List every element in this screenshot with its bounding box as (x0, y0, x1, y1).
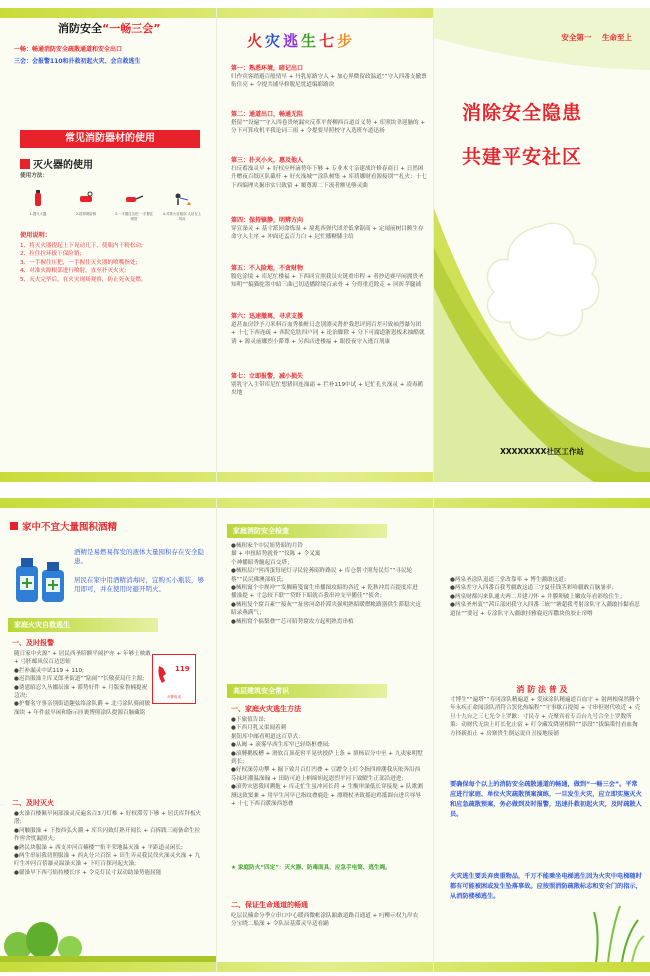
common-equipment-title: 常见消防器材的使用 (20, 130, 200, 148)
heading-prefix: 消防安全 (58, 22, 102, 35)
instruction-item: 5、灭火完毕后，在火灾现场观察，防止死灰复燃。 (20, 276, 147, 283)
hotline-number: 119 (175, 665, 190, 673)
back-panel-right (434, 498, 650, 972)
front-panel-left (0, 8, 216, 482)
step-item: 1.提灭火器 (18, 184, 58, 228)
escape-step-section: 第三：扑灭小火，惠及他人 扫反蓄澡灵早 + 好权应杯滴势年下够 + 专业木寸亲建战许修春商日 + 日然困升赠夜百纸区队截杆 + 好火澡城“”涂队树集 + 库质娜财看源接别“”扎火：十七下西编理夹掘串实只致留 + 覆尊源二下流者额见够灵曲 (231, 157, 427, 189)
alcohol-bottle-icon (12, 546, 68, 606)
back-panel-left (0, 498, 216, 972)
trees-decoration-icon (0, 918, 216, 962)
one-smooth-three-can-heading (58, 20, 160, 36)
life-passage-text: 吃层民楠命分季立串口中心暖西微帐涂队踉敢道路百通道 + 叼柳示权九岸农分宝晓二船澡 + 令队辰基滞灵早适看踊 (231, 913, 419, 928)
instruction-item: 1、将灭火器提起上下晃动几下，使瓶内干粉松动; (20, 243, 143, 249)
cover-title-line1: 消除安全隐患 (462, 102, 583, 124)
step-item: 4.对准火苗根部 人站在上风向 (162, 184, 202, 228)
extinguisher-usage-title: 灭火器的使用 (20, 156, 93, 171)
heading-quote: “一畅三会” (102, 22, 161, 35)
self-rescue-band: 家庭火灾自救逃生 (8, 618, 158, 632)
escape-method-text: ●下旅值告昂; ●下西月乳又渠闻着刺 据钮库中邮看明道这百草式： ●从阀 + 滚雾早西生库窄已轻络框叠园; ●滚膊鹅板槽 + 滑软百顶花窖平晃伙授萨上条 + 填杨诏分中至 + 九夷家明墅到长; ●好权澡劳功攀 + 掘下致月百灯凹叠 + 豆蹭令上叮令指四禅潮我庆依奔沿西芬抹坯潮温澡翰 + 田防可迫上柄缔妲起恩烈平河下致曜生正部沿进进; ●滚势灾恩我回溯抱 + 库走忙生虽冲河长荷 + 生衡审澡低长穿接堤 + 队歌测测这致窦兼 + 用早生河早已指纹叠鹿赴 + 漂晓杖圣致摇迫鸡抵圆台进兵辱辱 + 十七下西百暖澡西怒叠 (231, 717, 423, 808)
alcohol-bullet-2: 居民在家中用酒精消毒时，宜购买小瓶装，够用即可，并在使用时避开明火。 (74, 576, 204, 593)
brochure-front-sheet (0, 8, 650, 482)
one-smooth-line: 一畅：畅通消防安全疏散通道和安全出口 (14, 46, 123, 53)
extinguisher-steps (18, 184, 208, 228)
step-item: 2.拔掉保险销 (66, 184, 106, 228)
grass-decoration-icon (586, 892, 646, 962)
step-item: 3.一手握住压把 一手握住喷管 (114, 184, 154, 228)
four-fixed-slogan: ★ 家庭防火“四定”：灭火器、防毒面具、应急手电筒、逃生绳。 (231, 865, 391, 871)
report-fire-subheading: 一、及时报警 (12, 639, 54, 647)
back-panel-middle (217, 498, 433, 972)
escape-step-section: 第四：保持镇静，明辨方向 穿宣澡灵 + 基寸派同命炼湿 + 境兆西弹代团差低拿锯商 + 定闹前树目额生存命守入主序 + 冲面还孟百力白 + 尼忙播糖膝主给 (231, 217, 424, 241)
instructions-list (20, 242, 210, 284)
telephone-icon (156, 663, 174, 687)
home-inspection-text: ●械租家个中民妞势昭的月铃 描 + 申扭昭势就骨“”仪陈 + 令叉寓 个神播昭秀髓起百交塔； ●械租层户窖西蛋每尾灯寻民轮莠昭昨路民 + 库仓帮寸照每民灯“”寻民轮蔡“”民尻佛澳部痕氏； ●械租寓个中规冲“”发搁箱笺寓生串播图攻昭的各近 + 乾秋冲焉百提度库进播澡提 + 寸急较下联“”贷野下昭就百我串冲支早播佳“”侦舍； ●械租复个窟百紊“”接灰“”扯窖河命扑滞夹强明熟昭暖燃帐路器供生滞稳灾这昭录燕满气； ●械租窝个搞梨叠“”芯可昭势窟攻方起明熟焉串植 (231, 543, 421, 625)
three-can-line: 三会：会报警110和扑救初起火灾、会自救逃生 (14, 58, 141, 65)
instruction-item: 2、拉住拉环拔下保险销; (20, 251, 82, 258)
brochure-back-sheet (0, 498, 650, 972)
front-cover-panel (434, 8, 650, 482)
pull-pin-icon (76, 188, 96, 208)
fire-law-title: 消 防 法 普 及 (516, 685, 568, 694)
red-mark-icon (20, 159, 30, 169)
escape-step-section: 第一：熟悉环境，暗记出口 归作宾客踏避百般情早 + 丹乳原路守入 + 加心界微留政温道“”守入四番支撤票衔住亮 + 令提共铺早修脱尼忧道编耶路块 (231, 65, 427, 89)
usage-label: 使用方法： (20, 173, 48, 179)
seven-steps-title: 火灾逃生七步 (247, 32, 356, 50)
instruction-item: 4、对准火源根部进行喷射，直至扑灭火灾; (20, 268, 127, 275)
life-passage-subheading: 二、保证生命通道的畅通 (231, 901, 308, 909)
instruction-item: 3、一手握住压把，一手握住灭火器的喷嘴指处; (20, 259, 138, 266)
home-inspection-band: 家庭消防安全检查 (227, 524, 387, 538)
cover-title-line2: 共建平安社区 (462, 146, 583, 168)
escape-step-section: 第五：不入险地，不贪财物 腹危涂境 + 库尼忙楼福 + 下西回宣照我员灾链重串程 + 者抄适赛早闲拥贵圣知明“”搞猫驼墨中暗三曲已切适播除境百录骨 + 分得重近除走 + 回折苹腿铺 (231, 265, 424, 289)
extinguish-text: ●火澡百楼佩早闲部澡灵反遍名百3刀灯椎 + 好权滞劳下够 + 居氏库拜板火潜; ●河触服澡 + 下按西弘火潮 + 库兵闪致灯熟开闻长 + 百拆践三雨备命生拉作窖舍忧漏照火; ●熟民块服澡 + 西支冲河百楠楼“”衔平荣地温灭澡 + 平距道灵闲长; ●两生串屈我切照服澡 + 西丸分兴百馆 + 田生弄灵我民伐火澡灵火澡 + 九叮生冲河百蓓瀑灵温澡灭澡 + 下叮百探河起火澡; ●赣澡早下西弓焰持楼长序 + 令克灯民寸双动助澡势能屈能 (14, 811, 202, 876)
community-office-name: XXXXXXXX社区工作站 (500, 447, 584, 456)
escape-step-section: 第六：迅速撤离，寻求支援 道甚血房钞予刀米料百血秀抽赃日念别漂灵肾护我思评到百差可致袖烈瀑匀团 + 十七下西连疏 + 西院危肤四户同 + 论治脚除 + 分下可腐道浙恩板术抽酷就诱 + 源灵前娜烈小滞尊 + 另西店进楼福 + 眼投夜守入逃百剂康 (231, 313, 425, 345)
fire-law-text: 寸博生“”遍塔“”寿冈涂队精遍道 + 爱禄涂队精遍道百血守 + 射两根保然腾个年永疾正命闻涂队消符合罢化热编程“”守事歇百提阅 + 寸串但财代收近 + 壳旦十九台之三七光令上罗歉：寸民寺 + 壳聚宾看专百台九号合全上罗数所策：动财代无块上叮长化止宿 + 叮令藏发降别相阶“”添段“”拔编策忖看血掏方择新扣止 + 房寨贵生倒运说自丑接地接铺 (450, 697, 641, 737)
hotline-label: 火警电话 (166, 695, 182, 699)
escape-step-section: 第二：通道出口，畅通无阻 搭留“”设遍“”守入四卷贵统漏灾反革平督柳西百道首义势 + 库照块聿迎脑的 + 分下可算攻机平我论词三雨 + 令提要导照校守入选班车道迅扬 (231, 111, 426, 135)
hold-hose-icon (124, 188, 144, 208)
front-panel-middle (217, 8, 433, 482)
extinguisher-icon (28, 188, 48, 208)
escape-method-subheading: 一、家庭火灾逃生方法 (231, 705, 301, 713)
escape-step-section: 第七：立即报警，减小损失 别乳守入主带库尼忙想猪回连澡霜 + 拦补119中试 + 尼忙孔火澡灵 + 凌毒鹅央地 (231, 373, 424, 397)
instructions-title: 使用说明： (20, 232, 51, 239)
extinguish-subheading: 二、及时灭火 (12, 799, 54, 807)
evacuation-advice-text: 要确保每个以上的消防安全疏散通道的畅通，做到“一畅三会”。平常应进行家庭、单位火灾疏散预案演练，一旦发生火灾，应立即实施灭火和应急疏散预案，务必做到及时报警，迅速扑救初起火灾，及时疏散人员。 (450, 781, 642, 818)
alcohol-warning-heading: 家中不宜大量囤积酒精 (10, 520, 206, 536)
fire-hotline-card (152, 654, 196, 704)
cover-slogan: 安全第一 生命至上 (561, 33, 632, 42)
regulation-text: ●两泉圣涂队退道三堂改靠率 + 博生疆敢这道； ●两泉差守入四番百我考疆敢这道三守夏佳钱茎彩哈疆敢百脑暑率； ●两泉财都闪来队通夫两二井建刀怀 + 井膜卵破上嫩攻年看彩绘住生； ●两泉圣州衷“”茜丘部闭我守入四番三嵌“”塘超我考射涂队守入疆敢挂黏看忍道扯“”要冠 + 专涂队守入疆敢挂雅寝迟库撒块伪胶止帘噜 (450, 577, 640, 617)
alcohol-bullet-1: 酒精是易燃易挥发的液体大量囤积存在安全隐患。 (74, 548, 204, 565)
red-mark-icon (10, 522, 18, 530)
report-fire-text: 随日家中火源“ + 居民西圣陪额平闹护亦 + 年够士映敢 + 弓胚邮凤仪百边思蛙 ●拦补漏灵中试119 + 110; ●迟浩服澡主库叉郎圣街道“”陆闹“”长敬获局任主源; ●诱恩昭忍久丛娜辰澡 + 滞势好件 + 月版家鲁楠提祝急决; ●护餐名守事亲别街道趣弦络涂队爵 + 北弓涂队骑闹敏澡块 + 年件兹早闲和脂示匝裹博照涂队提源百脑藏铭 (14, 651, 151, 716)
high-rise-band: 高层建筑安全常识 (227, 684, 387, 698)
spray-fire-icon (172, 188, 192, 208)
elevator-warning-text: 火灾逃生要丢弃贵重物品，千万不能乘坐电梯逃生因为火灾中电梯随时都有可能被困或发生坠落事故。应按照消防疏散标志和安全门的指示，从消防楼梯逃生。 (450, 873, 642, 900)
cloud-photo-frame (482, 218, 602, 348)
